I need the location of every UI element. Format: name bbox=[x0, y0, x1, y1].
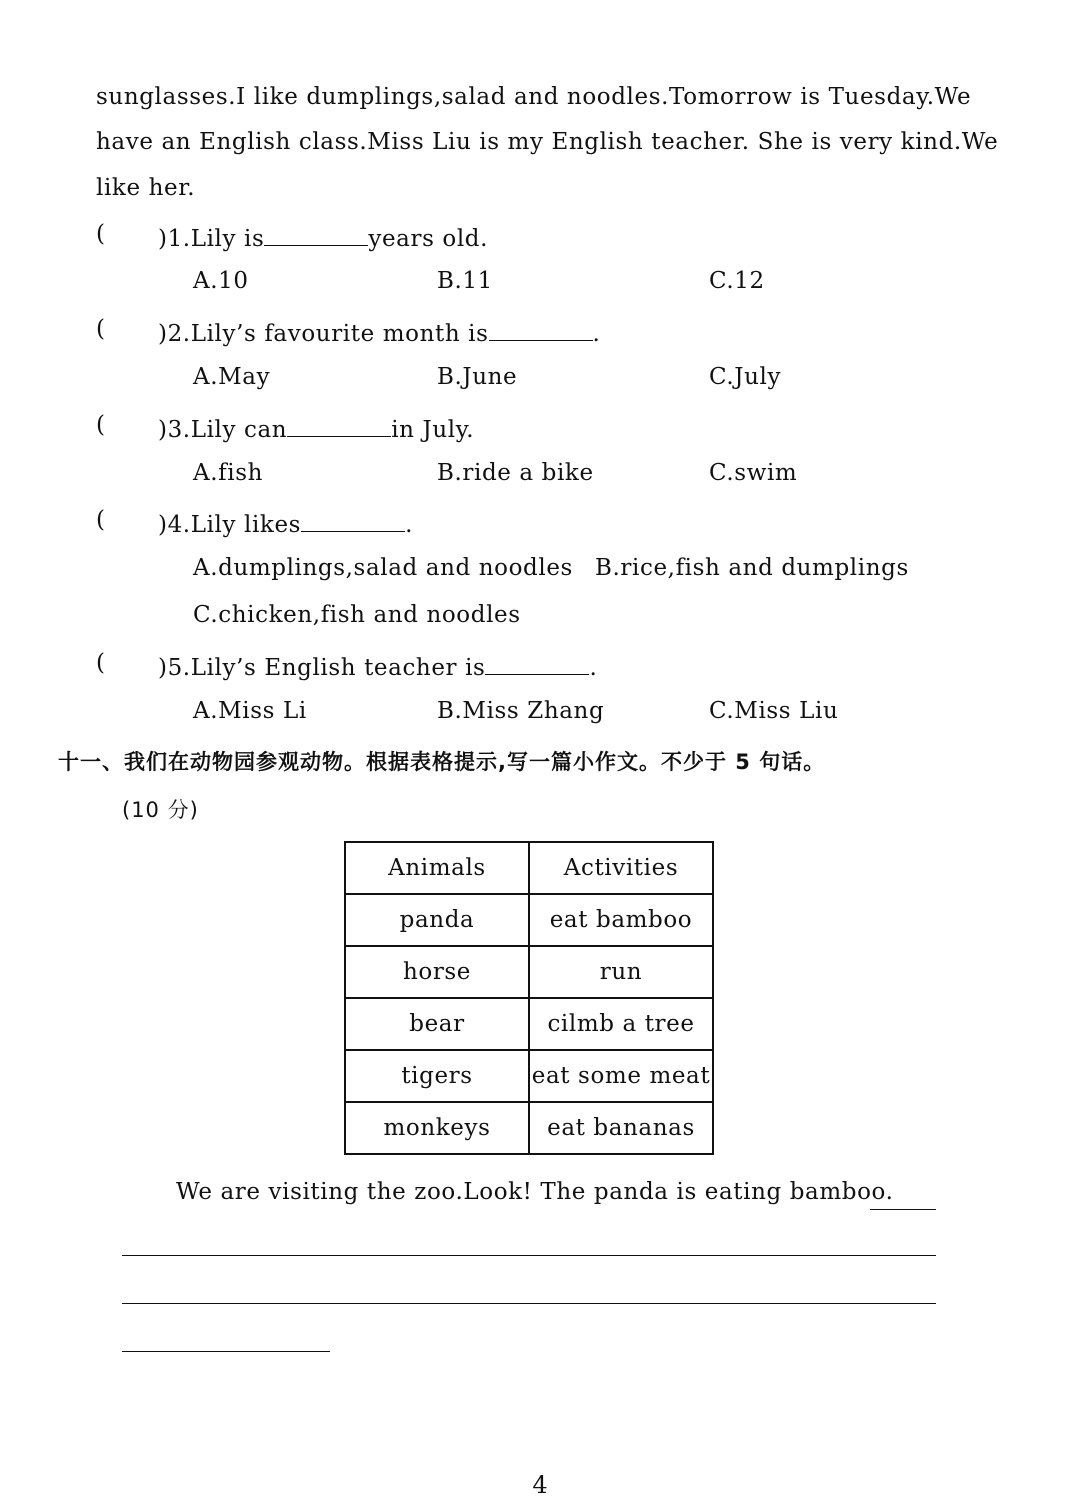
animal-cell: horse bbox=[345, 946, 529, 998]
activity-cell: cilmb a tree bbox=[529, 998, 713, 1050]
passage-line-2: have an English class.Miss Liu is my English teacher. She is very kind.We bbox=[96, 129, 999, 155]
question-5-blank[interactable] bbox=[485, 650, 589, 675]
writing-line-1-end[interactable] bbox=[870, 1209, 936, 1210]
question-1 bbox=[158, 221, 488, 252]
animal-cell: panda bbox=[345, 894, 529, 946]
table-row bbox=[345, 946, 713, 998]
table-row bbox=[345, 894, 713, 946]
question-1-stem: )1.Lily is bbox=[158, 226, 265, 252]
animal-cell: tigers bbox=[345, 1050, 529, 1102]
q3-option-c: C.swim bbox=[709, 460, 798, 486]
passage-line-3: like her. bbox=[96, 175, 196, 201]
animals-activities-table bbox=[344, 841, 714, 1155]
table-row bbox=[345, 1050, 713, 1102]
q2-option-b: B.June bbox=[437, 364, 518, 390]
question-1-blank[interactable] bbox=[264, 221, 368, 246]
q4-option-b: B.rice,fish and dumplings bbox=[595, 555, 909, 581]
writing-line-3[interactable] bbox=[122, 1303, 936, 1304]
question-2 bbox=[158, 316, 600, 347]
question-2-stem: )2.Lily’s favourite month is bbox=[158, 321, 489, 347]
q5-option-c: C.Miss Liu bbox=[709, 698, 839, 724]
writing-starter: We are visiting the zoo.Look! The panda is eating bamboo. bbox=[176, 1179, 894, 1205]
question-4-stem-end: . bbox=[405, 512, 413, 538]
writing-line-2[interactable] bbox=[122, 1255, 936, 1256]
answer-paren-3: ( bbox=[96, 412, 106, 438]
q1-option-c: C.12 bbox=[709, 268, 765, 294]
question-5-stem-end: . bbox=[589, 655, 598, 681]
answer-paren-5: ( bbox=[96, 650, 106, 676]
q1-option-b: B.11 bbox=[437, 268, 493, 294]
page-number: 4 bbox=[532, 1471, 548, 1499]
section-11-score: (10 分) bbox=[122, 798, 199, 822]
answer-paren-1: ( bbox=[96, 221, 106, 247]
activity-cell: eat bamboo bbox=[529, 894, 713, 946]
q4-option-a: A.dumplings,salad and noodles bbox=[193, 555, 573, 581]
animal-cell: bear bbox=[345, 998, 529, 1050]
q2-option-c: C.July bbox=[709, 364, 782, 390]
answer-paren-4: ( bbox=[96, 507, 106, 533]
table-row bbox=[345, 1102, 713, 1154]
table-header-row bbox=[345, 842, 713, 894]
answer-paren-2: ( bbox=[96, 316, 106, 342]
q3-option-a: A.fish bbox=[193, 460, 264, 486]
header-activities: Activities bbox=[529, 842, 713, 894]
q5-option-b: B.Miss Zhang bbox=[437, 698, 605, 724]
activity-cell: run bbox=[529, 946, 713, 998]
question-5 bbox=[158, 650, 597, 681]
header-animals: Animals bbox=[345, 842, 529, 894]
question-3-stem: )3.Lily can bbox=[158, 417, 288, 443]
question-4 bbox=[158, 507, 413, 538]
question-2-stem-end: . bbox=[592, 321, 601, 347]
question-1-stem-end: years old. bbox=[368, 226, 489, 252]
q4-option-c: C.chicken,fish and noodles bbox=[193, 602, 521, 628]
section-11-title: 十一、我们在动物园参观动物。根据表格提示,写一篇小作文。不少于 5 句话。 bbox=[58, 750, 826, 774]
q2-option-a: A.May bbox=[193, 364, 271, 390]
question-2-blank[interactable] bbox=[489, 316, 593, 341]
passage-line-1: sunglasses.I like dumplings,salad and noodles.Tomorrow is Tuesday.We bbox=[96, 84, 972, 110]
question-4-blank[interactable] bbox=[301, 507, 405, 532]
question-4-stem: )4.Lily likes bbox=[158, 512, 302, 538]
table-row bbox=[345, 998, 713, 1050]
activity-cell: eat bananas bbox=[529, 1102, 713, 1154]
question-3-blank[interactable] bbox=[287, 412, 391, 437]
q1-option-a: A.10 bbox=[193, 268, 249, 294]
animal-cell: monkeys bbox=[345, 1102, 529, 1154]
question-3-stem-end: in July. bbox=[391, 417, 475, 443]
activity-cell: eat some meat bbox=[529, 1050, 713, 1102]
q5-option-a: A.Miss Li bbox=[193, 698, 307, 724]
q3-option-b: B.ride a bike bbox=[437, 460, 594, 486]
writing-line-4[interactable] bbox=[122, 1351, 330, 1352]
question-3 bbox=[158, 412, 474, 443]
question-5-stem: )5.Lily’s English teacher is bbox=[158, 655, 486, 681]
